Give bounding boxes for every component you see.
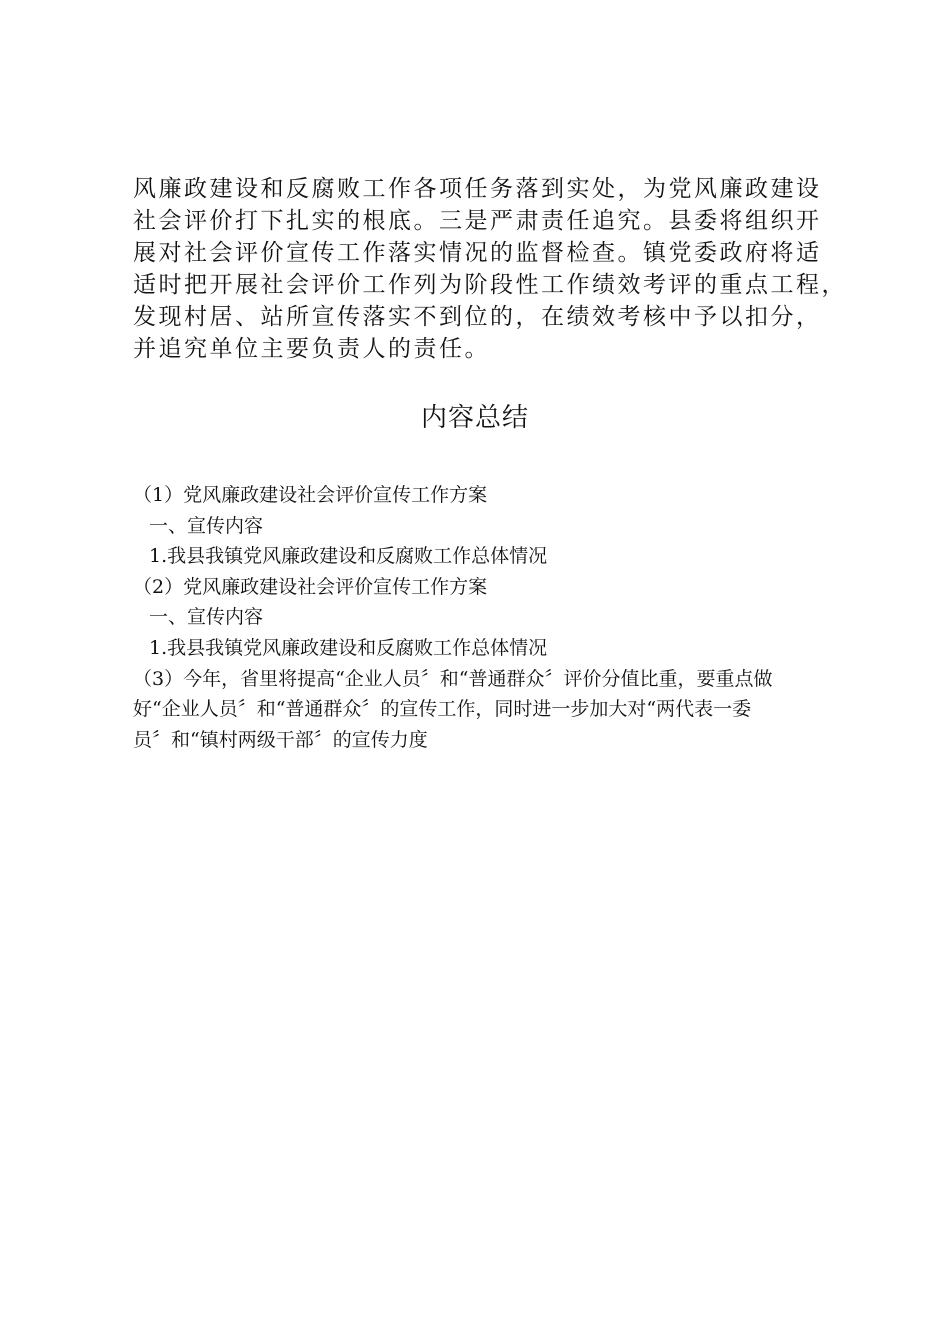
summary-item-text: 好“企业人员〞和“普通群众〞的宣传工作，同时进一步加大对“两代表一委 <box>133 698 752 721</box>
summary-item-text: 1.我县我镇党风廉政建设和反腐败工作总体情况 <box>149 545 548 568</box>
summary-item-heading: （1）党风廉政建设社会评价宣传工作方案 <box>133 484 488 506</box>
summary-item-text: 员〞和“镇村两级干部〞的宣传力度 <box>133 728 428 751</box>
body-line: 展对社会评价宣传工作落实情况的监督检查。镇党委政府将适 <box>133 240 822 266</box>
body-line: 适时把开展社会评价工作列为阶段性工作绩效考评的重点工程， <box>133 272 847 298</box>
body-line: 风廉政建设和反腐败工作各项任务落到实处，为党风廉政建设 <box>133 176 822 202</box>
summary-item-text: （3）今年，省里将提高“企业人员〞和“普通群众〞评价分值比重，要重点做 <box>133 667 773 690</box>
summary-item-subheading: 一、宣传内容 <box>149 606 264 629</box>
summary-section <box>133 480 853 755</box>
body-line: 发现村居、站所宣传落实不到位的，在绩效考核中予以扣分， <box>133 304 822 330</box>
summary-item-text: 1.我县我镇党风廉政建设和反腐败工作总体情况 <box>149 636 548 659</box>
body-line: 社会评价打下扎实的根底。三是严肃责任追究。县委将组织开 <box>133 208 822 234</box>
summary-item-subheading: 一、宣传内容 <box>149 514 264 537</box>
summary-title: 内容总结 <box>420 403 529 433</box>
body-paragraph <box>133 173 853 365</box>
summary-item-heading: （2）党风廉政建设社会评价宣传工作方案 <box>133 575 488 598</box>
body-line: 并追究单位主要负责人的责任。 <box>133 336 490 362</box>
